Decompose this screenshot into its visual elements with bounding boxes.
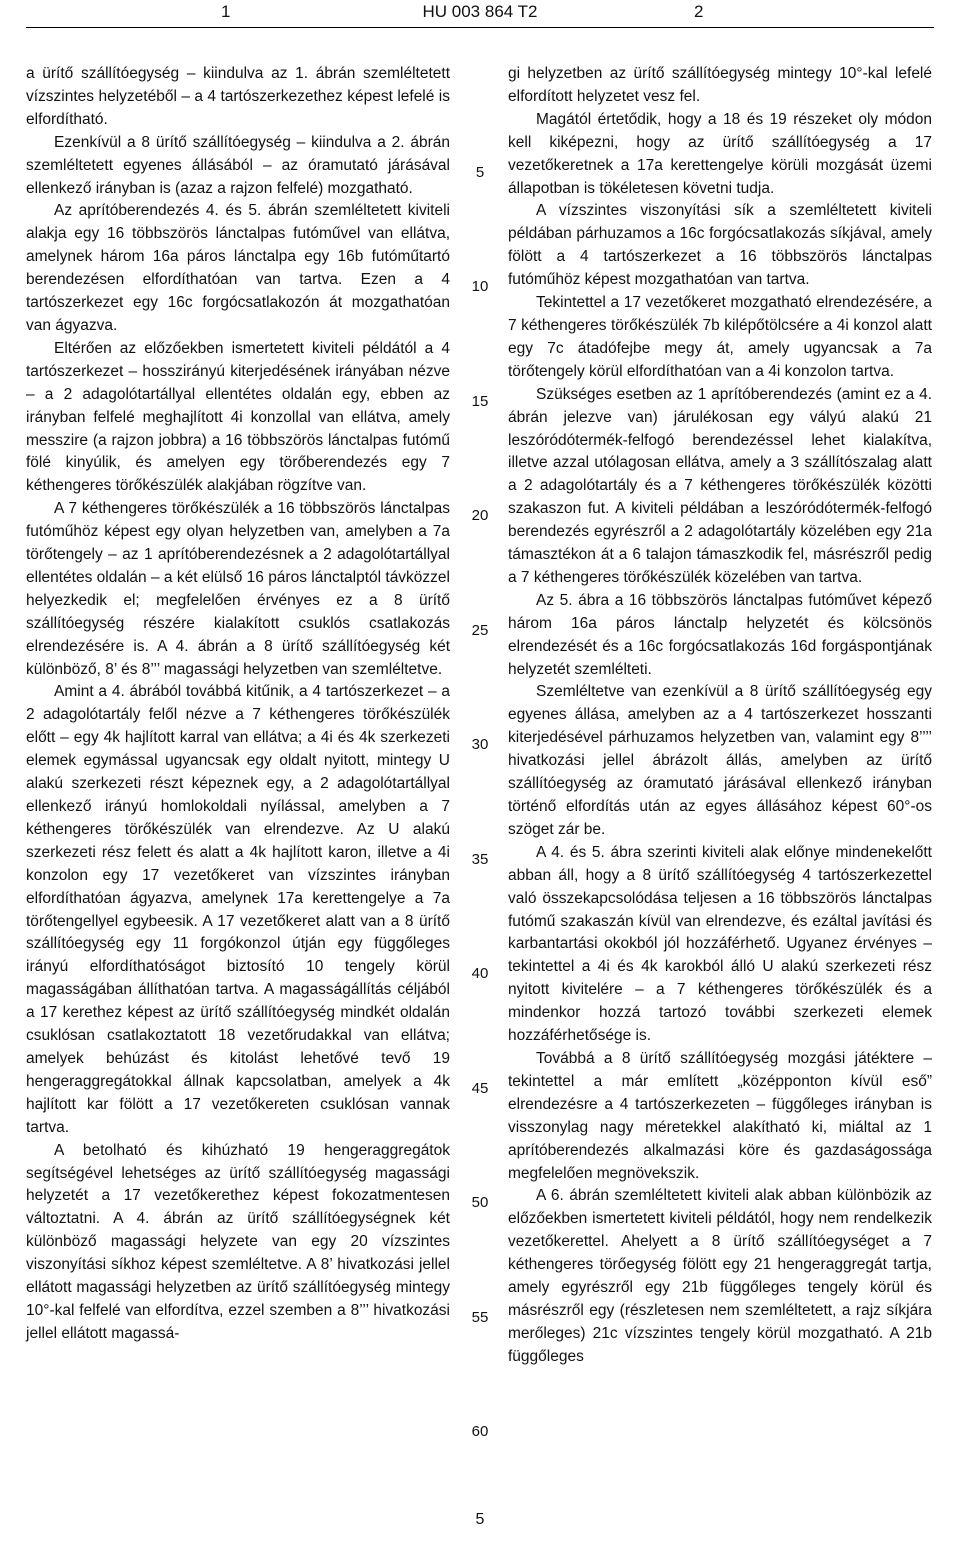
right-paragraph: Az 5. ábra a 16 többszörös lánctalpas futóművet képező három 16a páros lánctalp helyzetét és kölcsönös elrendezését és a 16c forgócsatlakozás 16d forgáspontjának helyzetét szemlélteti. <box>508 591 932 678</box>
line-number: 35 <box>471 851 489 868</box>
right-paragraph: Tekintettel a 17 vezetőkeret mozgatható elrendezésére, a 7 kéthengeres törőkészülék 7b kilépőtölcsére a 4i konzol alatt egy 7c átadófejbe megy át, amely ugyancsak a 7a törőtengely körül elfordíthatóan van a 4i konzolon tartva. <box>508 294 932 380</box>
left-paragraph: Amint a 4. ábrából továbbá kitűnik, a 4 tartószerkezet – a 2 adagolótartály felől nézve a 7 kéthengeres törőkészülék előtt – egy 4k hajlított karral van ellátva; a 4i és 4k szerkezeti elemek egymással ugyancsak egy oldalt nyitott, mintegy U alakú szerkezeti részt képeznek egy, a 2 adagolótartállyal ellenkező irányú homlokoldali nyílással, amelyben a 7 kéthengeres törőkészülék van elrendezve. Az U alakú szerkezeti rész felett és alatt a 4k hajlított karon, illetve a 4i konzolon egy 17 vezetőkeret van vízszintes irányban elfordíthatóan ágyazva, amelynek 17a kerettengelye a 7a törőtengellyel egybeesik. A 17 vezetőkeret alatt van a 8 ürítő szállítóegység egy 11 forgókonzol útján egy függőleges irányú elfordíthatóságot biztosító 10 tengely körül magasságában állíthatóan tartva. A magasságállítás céljából a 17 kerethez képest az ürítő szállítóegység mindkét oldalán csuklósan csatlakoztatott 18 vezetőrudakkal van ellátva; amelyek behúzást és kitolást lehetővé tevő 19 hengeraggregátokkal állnak kapcsolatban, amelyek a 4k hajlított kar fölött a 17 vezetőkereten csuklósan vannak tartva. <box>26 683 450 1136</box>
left-paragraph: Ezenkívül a 8 ürítő szállítóegység – kiindulva a 2. ábrán szemléltetett egyenes állásából – az óramutató járásával ellenkező irányban is (azaz a rajzon felfelé) mozgatható. <box>26 133 450 197</box>
left-column <box>26 63 450 1346</box>
right-page-number: 2 <box>694 2 704 21</box>
left-page-number: 1 <box>221 2 231 21</box>
header-rule <box>26 27 934 28</box>
right-paragraph: A vízszintes viszonyítási sík a szemléltetett kiviteli példában párhuzamos a 16c forgócsatlakozás síkjával, amely fölött a 4 tartószerkezet a 16 többszörös lánctalpas futóműhöz képest mozgathatóan van tartva. <box>508 202 932 289</box>
line-number: 10 <box>471 278 489 295</box>
line-number: 40 <box>471 965 489 982</box>
right-paragraph: Szükséges esetben az 1 aprítóberendezés (amint ez a 4. ábrán jelezve van) járulékosan egy vályú alakú 21 leszóródótermék-felfogó berendezéssel lehet kialakítva, illetve azzal utólagosan ellátva, amely a 3 szállítószalag alatt a 2 adagolótartály és a 7 kéthengeres törőkészülék közötti szakaszon fut. A kiviteli példában a leszóródótermék-felfogó berendezés egyrészről a 2 adagolótartály közelében egy 21a támasztékon át a 6 talajon támaszkodik fel, másrészről pedig a 7 kéthengeres törőkészülék közelében van tartva. <box>508 385 932 586</box>
line-number: 60 <box>471 1423 489 1440</box>
line-number: 20 <box>471 507 489 524</box>
line-number: 15 <box>471 393 489 410</box>
line-number: 50 <box>471 1194 489 1211</box>
right-paragraph: A 6. ábrán szemléltetett kiviteli alak abban különbözik az előzőekben ismertetett kiviteli példától, hogy nem rendelkezik vezetőkerettel. Ahelyett a 8 ürítő szállítóegységet a 7 kéthengeres törőegység fölött egy 21 hengeraggregát tartja, amely egyrészről egy 21b függőleges tengely körül és másrészről egy (részletesen nem szemléltetett, a rajz síkjára merőleges) 21c vízszintes tengely körül mozgatható. A 21b függőleges <box>508 1187 932 1365</box>
right-paragraph: Szemléltetve van ezenkívül a 8 ürítő szállítóegység egy egyenes állása, amelyben az a 4 tartószerkezet hosszanti kiterjedésével párhuzamos helyzetben van, valamint egy 8’’’’ hivatkozási jellel ábrázolt állás, amelyben az ürítő szállítóegység az óramutató járásával ellenkező irányban történő elfordítás után az egyes állásához képest 60°-os szöget zár be. <box>508 683 932 838</box>
page-number: 5 <box>475 1511 485 1528</box>
page-header <box>0 0 960 30</box>
left-paragraph: Az aprítóberendezés 4. és 5. ábrán szemléltetett kiviteli alakja egy 16 többszörös lánctalpas futóművel van ellátva, amelynek három 16a páros lánctalpa egy 16b futóműtartó berendezésen elfordíthatóan van tartva. Ezen a 4 tartószerkezet egy 16c forgócsatlakozón át mozgathatóan van ágyazva. <box>26 202 450 334</box>
line-number: 45 <box>471 1080 489 1097</box>
line-number: 55 <box>471 1309 489 1326</box>
right-column <box>508 63 932 1369</box>
left-paragraph: Eltérően az előzőekben ismertetett kiviteli példától a 4 tartószerkezet – hosszirányú kiterjedésének irányában nézve – a 2 adagolótartállyal ellentétes oldalán egy, ebben az irányban felfelé meghajlított 4i konzollal van ellátva, amely messzire (a rajzon jobbra) a 16 többszörös lánctalpas futómű fölé kinyúlik, és amelyen egy törőberendezés egy 7 kéthengeres törőkészülék alakjában rögzítve van. <box>26 339 450 495</box>
right-paragraph: gi helyzetben az ürítő szállítóegység mintegy 10°-kal lefelé elfordított helyzetet vesz fel. <box>508 65 932 105</box>
line-number: 30 <box>471 736 489 753</box>
right-paragraph: A 4. és 5. ábra szerinti kiviteli alak előnye mindenekelőtt abban áll, hogy a 8 ürítő szállítóegység 4 tartószerkezettel való összekapcsolódása teljesen a 16 többszörös lánctalpas futómű szakaszán kívül van elrendezve, és ezáltal javítási és karbantartási okokból jól hozzáférhető. Ugyanez érvényes – tekintettel a 4i és 4k karokból álló U alakú szerkezeti rész nyitott kivitelére – a 7 kéthengeres törőkészülék és a mindenkor hozzá tartozó további szerkezeti elemek hozzáférhetősége is. <box>508 843 932 1045</box>
line-number: 5 <box>475 164 485 181</box>
left-paragraph: a ürítő szállítóegység – kiindulva az 1. ábrán szemléltetett vízszintes helyzetéből – a 4 tartószerkezethez képest lefelé is elfordítható. <box>26 65 450 128</box>
document-id: HU 003 864 T2 <box>422 2 538 21</box>
left-paragraph: A betolható és kihúzható 19 hengeraggregátok segítségével lehetséges az ürítő szállítóegység magassági helyzetét a 17 vezetőkerethez képest fokozatmentesen változtatni. A 4. ábrán az ürítő szállítóegységnek két különböző magassági helyzete van egy 20 vízszintes viszonyítási síkhoz képest szemléltetve. A 8’ hivatkozási jellel ellátott magassági helyzetben az ürítő szállítóegység mintegy 10°-kal felfelé van elfordítva, ezzel szemben a 8’’’ hivatkozási jellel ellátott magassá- <box>26 1141 450 1342</box>
right-paragraph: Magától értetődik, hogy a 18 és 19 részeket oly módon kell kiképezni, hogy az ürítő szállítóegység a 17 vezetőkeretnek a 17a kerettengelye körüli mozgását üzemi állapotban is tökéletesen követni tudja. <box>508 110 932 197</box>
right-paragraph: Továbbá a 8 ürítő szállítóegység mozgási játéktere – tekintettel a már említett „középponton kívül eső” elrendezésre a 4 tartószerkezeten – függőleges irányban is visszonylag nagy méretekkel alakítható ki, miáltal az 1 aprítóberendezés alkalmazási köre és gazdaságossága megfelelően megnövekszik. <box>508 1049 932 1182</box>
left-paragraph: A 7 kéthengeres törőkészülék a 16 többszörös lánctalpas futóműhöz képest egy olyan helyzetben van, amelyben a 7a törőtengely – az 1 aprítóberendezésnek a 2 adagolótartállyal ellentétes oldalán – a két elülső 16 páros lánctalptól távközzel helyezkedik el; megfelelően érvényes ez a 8 ürítő szállítóegység részére kialakított csuklós csatlakozás elrendezésére is. A 4. ábrán a 8 ürítő szállítóegység két különböző, 8’ és 8’’’ magassági helyzetben van szemléltetve. <box>26 500 450 678</box>
line-number: 25 <box>471 622 489 639</box>
